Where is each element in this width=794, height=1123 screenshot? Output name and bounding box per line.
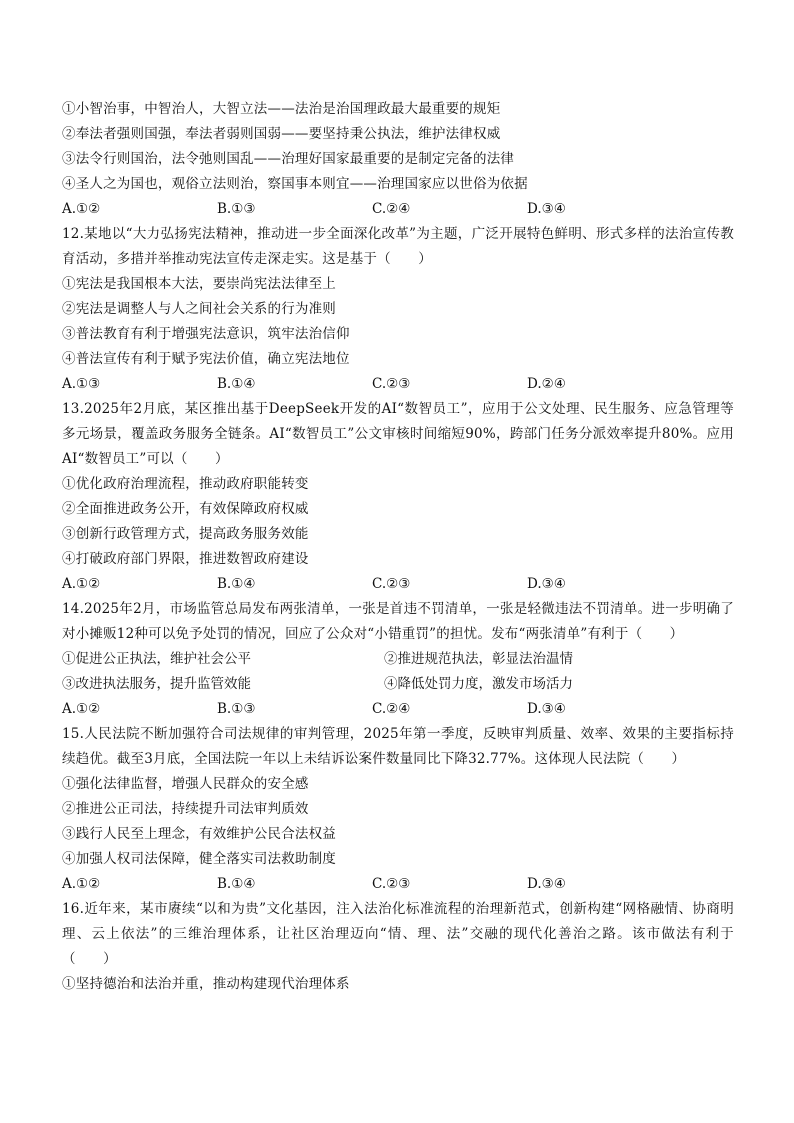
answer-options xyxy=(62,572,734,597)
option-a: A.①② xyxy=(62,701,101,717)
option-c: C.②④ xyxy=(372,701,411,717)
option-c: C.②③ xyxy=(372,376,411,392)
option-b: B.①④ xyxy=(217,376,256,392)
option-b: B.①④ xyxy=(217,876,256,892)
question-stem: 15.人民法院不断加强符合司法规律的审判管理，2025年第一季度，反映审判质量、效率、效果的主要指标持续趋优。截至3月底，全国法院一年以上未结诉讼案件数量同比下降32.77%。这体现人民法院（ ） xyxy=(62,726,734,767)
question-14 xyxy=(62,597,734,722)
statement: ③改进执法服务，提升监管效能 xyxy=(62,676,251,692)
option-d: D.③④ xyxy=(527,201,566,217)
document-content xyxy=(62,97,734,997)
question-11 xyxy=(62,97,734,222)
option-a: A.①② xyxy=(62,876,101,892)
answer-options xyxy=(62,372,734,397)
option-d: D.③④ xyxy=(527,701,566,717)
statement: ②奉法者强则国强，奉法者弱则国弱——要坚持秉公执法，维护法律权威 xyxy=(62,126,501,142)
question-stem: 14.2025年2月，市场监管总局发布两张清单，一张是首违不罚清单，一张是轻微违法不罚清单。进一步明确了对小摊贩12种可以免予处罚的情况，回应了公众对“小错重罚”的担忧。发布“两张清单”有利于（ ） xyxy=(62,601,734,642)
answer-options xyxy=(62,697,734,722)
statement: ④打破政府部门界限，推进数智政府建设 xyxy=(62,551,309,567)
option-d: D.③④ xyxy=(527,876,566,892)
question-13 xyxy=(62,397,734,597)
statement: ②推进公正司法，持续提升司法审判质效 xyxy=(62,801,309,817)
option-c: C.②③ xyxy=(372,576,411,592)
answer-options xyxy=(62,197,734,222)
statement: ①优化政府治理流程，推动政府职能转变 xyxy=(62,476,309,492)
option-b: B.①③ xyxy=(217,701,256,717)
statement-row xyxy=(62,647,734,672)
option-b: B.①④ xyxy=(217,576,256,592)
question-16 xyxy=(62,897,734,997)
statement: ③创新行政管理方式，提高政务服务效能 xyxy=(62,526,309,542)
answer-options xyxy=(62,872,734,897)
statement: ③践行人民至上理念，有效维护公民合法权益 xyxy=(62,826,336,842)
option-d: D.③④ xyxy=(527,576,566,592)
statement: ①小智治事，中智治人，大智立法——法治是治国理政最大最重要的规矩 xyxy=(62,101,501,117)
statement: ①促进公正执法，维护社会公平 xyxy=(62,651,251,667)
statement: ②全面推进政务公开，有效保障政府权威 xyxy=(62,501,309,517)
statement: ①强化法律监督，增强人民群众的安全感 xyxy=(62,776,309,792)
statement: ②推进规范执法，彰显法治温情 xyxy=(384,651,573,667)
question-12 xyxy=(62,222,734,397)
option-c: C.②③ xyxy=(372,876,411,892)
option-d: D.②④ xyxy=(527,376,566,392)
statement-row xyxy=(62,672,734,697)
statement: ④加强人权司法保障，健全落实司法救助制度 xyxy=(62,851,336,867)
statement: ③法令行则国治，法令弛则国乱——治理好国家最重要的是制定完备的法律 xyxy=(62,151,515,167)
option-c: C.②④ xyxy=(372,201,411,217)
statement: ④圣人之为国也，观俗立法则治，察国事本则宜——治理国家应以世俗为依据 xyxy=(62,176,528,192)
question-stem: 13.2025年2月底，某区推出基于DeepSeek开发的AI“数智员工”，应用于公文处理、民生服务、应急管理等多元场景，覆盖政务服务全链条。AI“数智员工”公文审核时间缩短90%，跨部门任务分派效率提升80%。应用AI“数智员工”可以（ ） xyxy=(62,401,734,467)
option-b: B.①③ xyxy=(217,201,256,217)
option-a: A.①② xyxy=(62,576,101,592)
statement: ①宪法是我国根本大法，要崇尚宪法法律至上 xyxy=(62,276,336,292)
question-stem: 16.近年来，某市赓续“以和为贵”文化基因，注入法治化标准流程的治理新范式，创新构建“网格融情、协商明理、云上依法”的三维治理体系，让社区治理迈向“情、理、法”交融的现代化善治之路。该市做法有利于（ ） xyxy=(62,901,734,967)
statement: ④降低处罚力度，激发市场活力 xyxy=(384,676,573,692)
statement: ③普法教育有利于增强宪法意识，筑牢法治信仰 xyxy=(62,326,350,342)
statement: ②宪法是调整人与人之间社会关系的行为准则 xyxy=(62,301,336,317)
question-15 xyxy=(62,722,734,897)
question-stem: 12.某地以“大力弘扬宪法精神，推动进一步全面深化改革”为主题，广泛开展特色鲜明、形式多样的法治宣传教育活动，多措并举推动宪法宣传走深走实。这是基于（ ） xyxy=(62,226,734,267)
option-a: A.①③ xyxy=(62,376,101,392)
option-a: A.①② xyxy=(62,201,101,217)
statement: ①坚持德治和法治并重，推动构建现代治理体系 xyxy=(62,976,350,992)
statement: ④普法宣传有利于赋予宪法价值，确立宪法地位 xyxy=(62,351,350,367)
